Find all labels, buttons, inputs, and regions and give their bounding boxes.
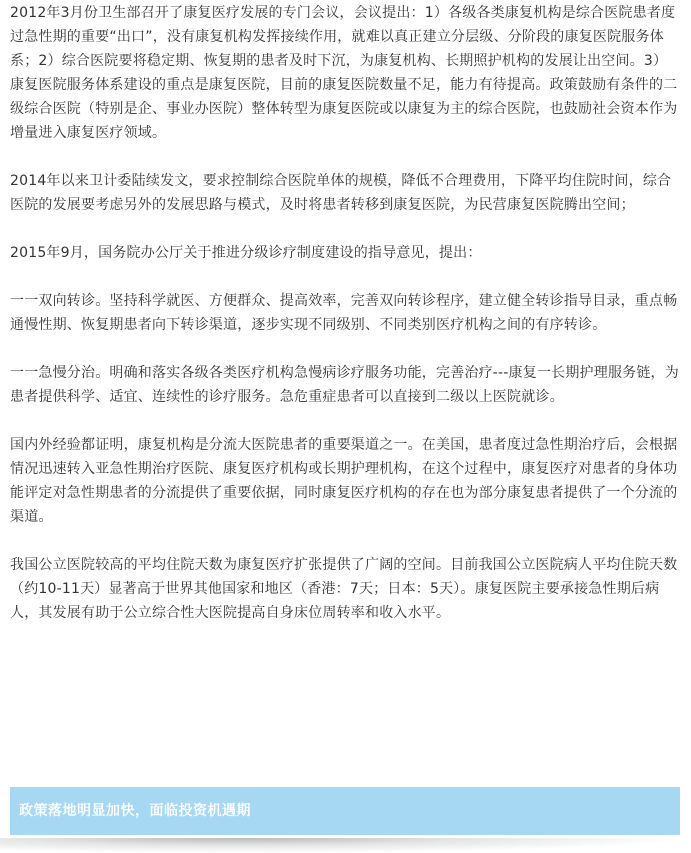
- paragraph-hospital-stay: 我国公立医院较高的平均住院天数为康复医疗扩张提供了广阔的空间。目前我国公立医院病人平均住院天数（约10-11天）显著高于世界其他国家和地区（香港：7天；日本：5天）。康复医院主要承接急性期后病人，其发展有助于公立综合性大医院提高自身床位周转率和收入水平。: [10, 557, 678, 621]
- paragraph-two-way-referral: 一一双向转诊。坚持科学就医、方便群众、提高效率，完善双向转诊程序，建立健全转诊指导目录，重点畅通慢性期、恢复期患者向下转诊渠道，逐步实现不同级别、不同类别医疗机构之间的有序转诊。: [10, 293, 678, 333]
- section-heading-banner: [10, 787, 680, 835]
- section-heading-title: 政策落地明显加快，面临投资机遇期: [19, 803, 251, 819]
- paragraph-policy-2015: 2015年9月，国务院办公厅关于推进分级诊疗制度建设的指导意见，提出：: [10, 245, 482, 261]
- banner-shadow: [0, 838, 691, 853]
- paragraph-international-experience: 国内外经验都证明，康复机构是分流大医院患者的重要渠道之一。在美国，患者度过急性期治疗后，会根据情况迅速转入亚急性期治疗医院、康复医疗机构或长期护理机构，在这个过程中，康复医疗对患者的身体功能评定对急性期患者的分流提供了重要依据，同时康复医疗机构的存在也为部分康复患者提供了一个分流的渠道。: [10, 437, 678, 525]
- paragraph-policy-2014: 2014年以来卫计委陆续发文，要求控制综合医院单体的规模，降低不合理费用，下降平均住院时间，综合医院的发展要考虑另外的发展思路与模式，及时将患者转移到康复医院，为民营康复医院腾出空间；: [10, 173, 672, 213]
- article-body: [10, 0, 680, 649]
- paragraph-policy-2012: 2012年3月份卫生部召开了康复医疗发展的专门会议，会议提出：1）各级各类康复机构是综合医院患者度过急性期的重要“出口”，没有康复机构发挥接续作用，就难以真正建立分层级、分阶段的康复医院服务体系；2）综合医院要将稳定期、恢复期的患者及时下沉，为康复机构、长期照护机构的发展让出空间。3）康复医院服务体系建设的重点是康复医院，目前的康复医院数量不足，能力有待提高。政策鼓励有条件的二级综合医院（特别是企、事业办医院）整体转型为康复医院或以康复为主的综合医院，也鼓励社会资本作为增量进入康复医疗领域。: [10, 5, 678, 141]
- paragraph-acute-chronic-separation: 一一急慢分治。明确和落实各级各类医疗机构急慢病诊疗服务功能，完善治疗---康复一长期护理服务链，为患者提供科学、适宜、连续性的诊疗服务。急危重症患者可以直接到二级以上医院就诊。: [10, 365, 679, 405]
